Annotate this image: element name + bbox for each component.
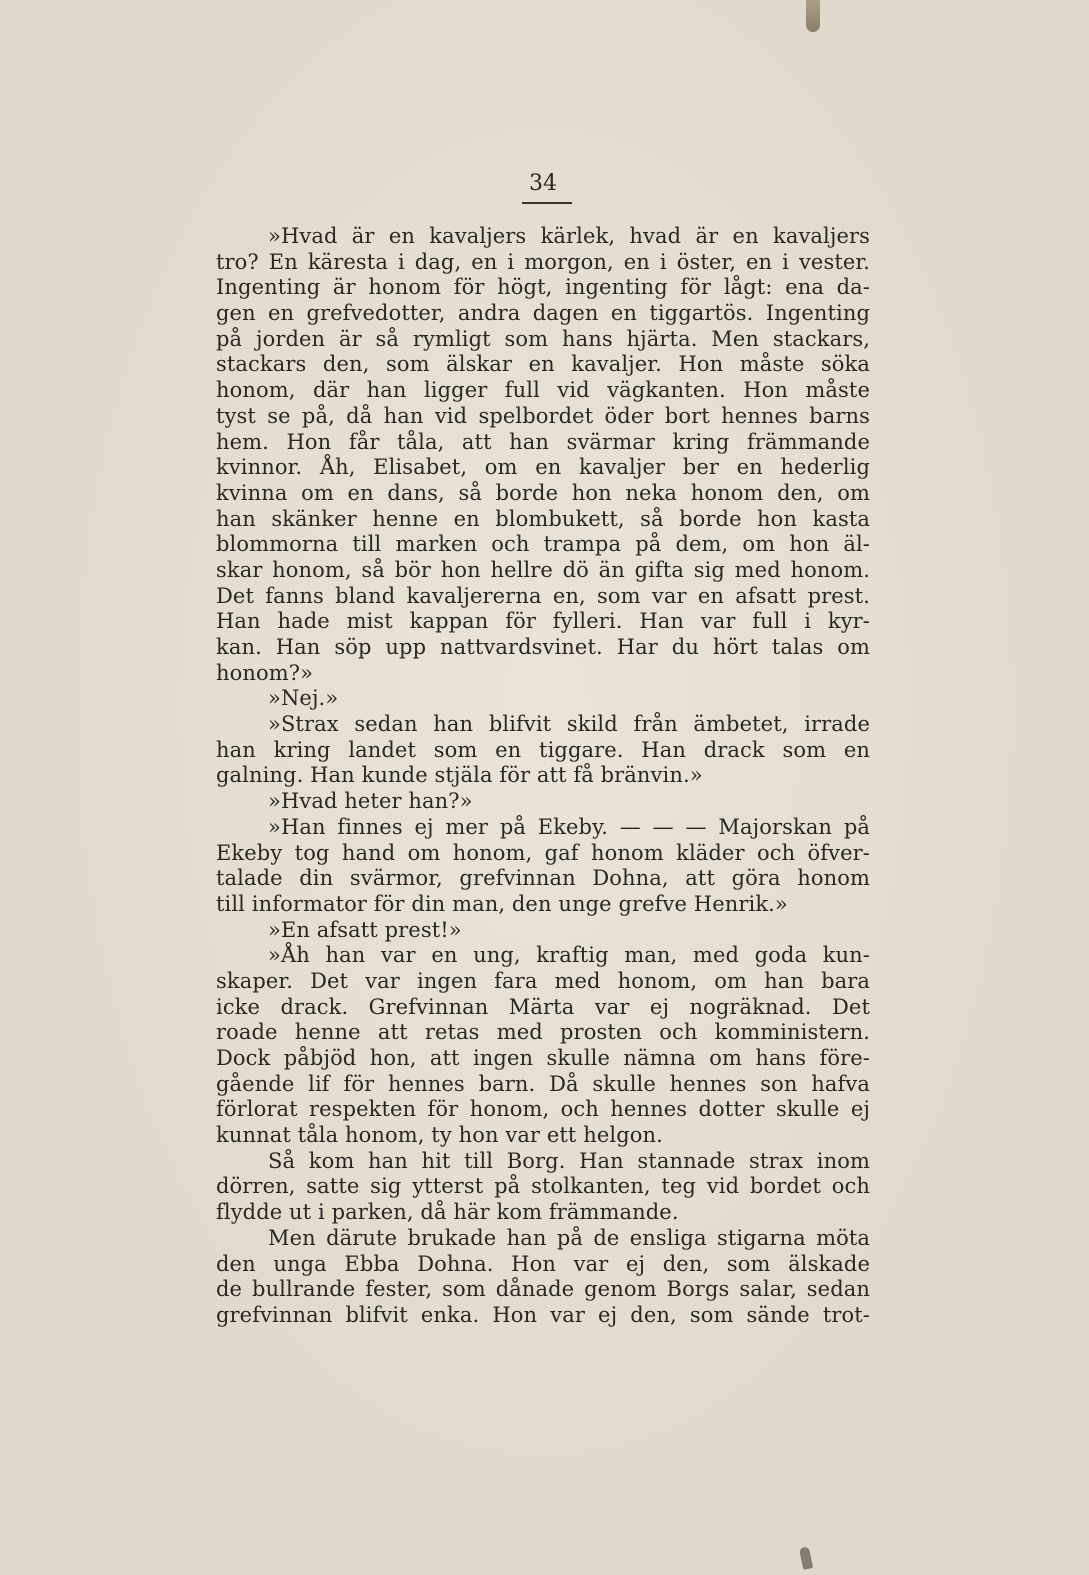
text-line: stackars den, som älskar en kavaljer. Hon måste söka bbox=[216, 352, 870, 377]
text-line: han skänker henne en blombukett, så borde hon kasta bbox=[216, 506, 870, 531]
text-line: de bullrande fester, som dånade genom Borgs salar, sedan bbox=[216, 1277, 870, 1302]
text-line: »Nej.» bbox=[268, 686, 339, 711]
text-line: honom?» bbox=[216, 660, 314, 685]
text-line: Ekeby tog hand om honom, gaf honom kläder och öfver- bbox=[216, 840, 870, 865]
text-line: Han hade mist kappan för fylleri. Han var full i kyr- bbox=[216, 609, 870, 634]
text-line: »Han finnes ej mer på Ekeby. — — — Majorskan på bbox=[268, 814, 870, 839]
text-line: »Strax sedan han blifvit skild från ämbetet, irrade bbox=[268, 712, 870, 737]
text-line: »En afsatt prest!» bbox=[268, 917, 462, 942]
text-line: förlorat respekten för honom, och hennes dotter skulle ej bbox=[216, 1097, 870, 1122]
text-line: flydde ut i parken, då här kom främmande. bbox=[216, 1200, 679, 1225]
text-line: tro? En käresta i dag, en i morgon, en i öster, en i vester. bbox=[216, 249, 870, 274]
text-line: dörren, satte sig ytterst på stolkanten, teg vid bordet och bbox=[216, 1174, 870, 1199]
text-line: galning. Han kunde stjäla för att få bränvin.» bbox=[216, 763, 703, 788]
text-line: »Åh han var en ung, kraftig man, med goda kun- bbox=[268, 943, 870, 968]
text-line: kvinna om en dans, så borde hon neka honom den, om bbox=[216, 480, 870, 505]
text-line: Ingenting är honom för högt, ingenting för lågt: ena da- bbox=[216, 275, 870, 300]
text-line: tyst se på, då han vid spelbordet öder bort hennes barns bbox=[216, 403, 870, 428]
text-line: roade henne att retas med prosten och komministern. bbox=[216, 1020, 870, 1045]
text-line: kvinnor. Åh, Elisabet, om en kavaljer ber en hederlig bbox=[216, 455, 870, 480]
text-line: Men därute brukade han på de ensliga stigarna möta bbox=[268, 1225, 870, 1250]
text-line: Så kom han hit till Borg. Han stannade strax inom bbox=[268, 1148, 870, 1173]
text-line: skaper. Det var ingen fara med honom, om han bara bbox=[216, 968, 870, 993]
text-line: »Hvad heter han?» bbox=[268, 789, 473, 814]
text-line: hem. Hon får tåla, att han svärmar kring främmande bbox=[216, 429, 870, 454]
text-line: gen en grefvedotter, andra dagen en tiggartös. Ingenting bbox=[216, 301, 870, 326]
text-line: den unga Ebba Dohna. Hon var ej den, som älskade bbox=[216, 1251, 870, 1276]
text-line: icke drack. Grefvinnan Märta var ej nogräknad. Det bbox=[216, 994, 870, 1019]
paper-mark-top bbox=[806, 0, 820, 32]
text-line: grefvinnan blifvit enka. Hon var ej den, som sände trot- bbox=[216, 1302, 870, 1327]
text-line: blommorna till marken och trampa på dem, om hon äl- bbox=[216, 532, 870, 557]
text-line: kan. Han söp upp nattvardsvinet. Har du hört talas om bbox=[216, 635, 870, 659]
text-line: på jorden är så rymligt som hans hjärta. Men stackars, bbox=[216, 326, 870, 351]
text-line: till informator för din man, den unge grefve Henrik.» bbox=[216, 891, 788, 916]
text-line: Dock påbjöd hon, att ingen skulle nämna om hans före- bbox=[216, 1046, 870, 1070]
page-number-rule bbox=[522, 202, 572, 204]
text-line: talade din svärmor, grefvinnan Dohna, att göra honom bbox=[216, 866, 870, 891]
text-line: kunnat tåla honom, ty hon var ett helgon. bbox=[216, 1123, 663, 1148]
text-line: Det fanns bland kavaljererna en, som var en afsatt prest. bbox=[216, 583, 870, 608]
text-line: honom, där han ligger full vid vägkanten. Hon måste bbox=[216, 378, 870, 403]
text-line: skar honom, så bör hon hellre dö än gifta sig med honom. bbox=[216, 557, 870, 582]
body-text bbox=[216, 224, 870, 1329]
text-line: gående lif för hennes barn. Då skulle hennes son hafva bbox=[216, 1071, 870, 1096]
text-line: han kring landet som en tiggare. Han drack som en bbox=[216, 737, 870, 762]
text-line: »Hvad är en kavaljers kärlek, hvad är en kavaljers bbox=[268, 224, 870, 248]
page-number: 34 bbox=[529, 171, 557, 196]
paper-mark-bottom bbox=[799, 1546, 813, 1570]
